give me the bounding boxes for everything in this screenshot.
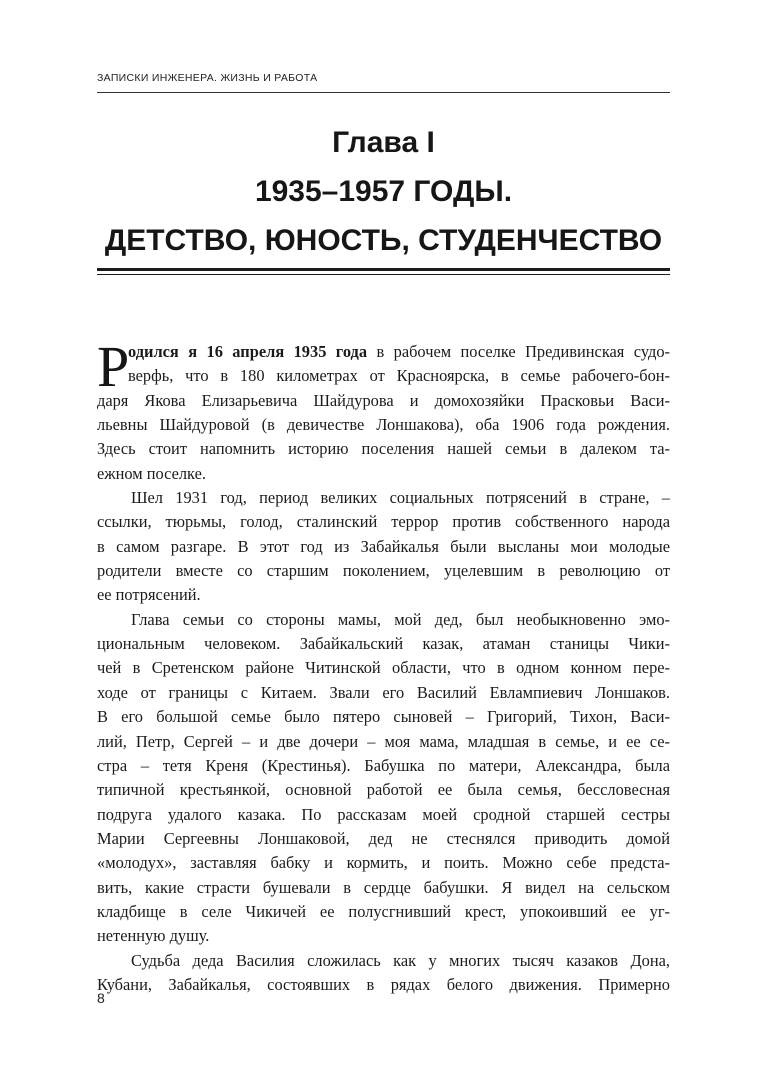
paragraph-line: подруга удалого казака. По рассказам моей сродной старшей сестры bbox=[97, 804, 670, 824]
paragraph-line bbox=[97, 340, 670, 364]
paragraph-line: Глава семьи со стороны мамы, мой дед, был необыкновенно эмо- bbox=[131, 609, 670, 629]
title-rule-thick bbox=[97, 268, 670, 271]
chapter-heading bbox=[97, 118, 670, 265]
paragraph-line: Кубани, Забайкалья, состоявших в рядах белого движения. Примерно bbox=[97, 974, 670, 994]
header-rule bbox=[97, 92, 670, 93]
paragraph-2 bbox=[97, 486, 670, 608]
title-rule-thin bbox=[97, 274, 670, 275]
paragraph-line: в самом разгаре. В этот год из Забайкалья были высланы мои молодые bbox=[97, 536, 670, 556]
line-rest: в рабочем поселке Предивинская судо- bbox=[367, 342, 670, 361]
paragraph-line: циональным человеком. Забайкальский казак, атаман станицы Чики- bbox=[97, 634, 670, 654]
paragraph-line: В его большой семье было пятеро сыновей – Григорий, Тихон, Васи- bbox=[97, 707, 670, 727]
page-number: 8 bbox=[97, 990, 105, 1006]
paragraph-4 bbox=[97, 949, 670, 998]
paragraph-line: ссылки, тюрьмы, голод, сталинский террор против собственного народа bbox=[97, 512, 670, 532]
paragraph-line: нетенную душу. bbox=[97, 926, 210, 946]
bold-lead: одился я 16 апреля 1935 года bbox=[128, 342, 368, 361]
paragraph-1 bbox=[97, 334, 670, 486]
paragraph-line: ее потрясений. bbox=[97, 585, 201, 605]
paragraph-line: типичной крестьянкой, основной работой ее была семья, бессловесная bbox=[97, 780, 670, 800]
paragraph-line: чей в Сретенском районе Читинской области, что в одном конном пере- bbox=[97, 658, 670, 678]
paragraph-line: ходе от границы с Китаем. Звали его Василий Евлампиевич Лоншаков. bbox=[97, 682, 670, 702]
paragraph-line: Судьба деда Василия сложилась как у многих тысяч казаков Дона, bbox=[131, 950, 670, 970]
body-text bbox=[97, 334, 670, 997]
running-header: ЗАПИСКИ ИНЖЕНЕРА. ЖИЗНЬ И РАБОТА bbox=[97, 72, 318, 84]
paragraph-line: Шел 1931 год, период великих социальных потрясений в стране, – bbox=[131, 488, 670, 508]
paragraph-line: кладбище в селе Чикичей ее полусгнивший крест, упокоивший ее уг- bbox=[97, 901, 670, 921]
paragraph-line: Марии Сергеевны Лоншаковой, дед не стеснялся приводить домой bbox=[97, 828, 670, 848]
paragraph-3 bbox=[97, 608, 670, 949]
paragraph-line: льевны Шайдуровой (в девичестве Лоншакова), оба 1906 года рождения. bbox=[97, 415, 670, 435]
paragraph-line: вить, какие страсти бушевали в сердце бабушки. Я видел на сельском bbox=[97, 877, 670, 897]
drop-cap: Р bbox=[97, 334, 130, 399]
paragraph-line: даря Якова Елизарьевича Шайдурова и домохозяйки Прасковьи Васи- bbox=[97, 390, 670, 410]
chapter-title: ДЕТСТВО, ЮНОСТЬ, СТУДЕНЧЕСТВО bbox=[104, 224, 663, 257]
chapter-number: Глава I bbox=[332, 126, 435, 159]
paragraph-line: родители вместе со старшим поколением, уцелевшим в революцию от bbox=[97, 561, 670, 581]
chapter-years: 1935–1957 ГОДЫ. bbox=[254, 175, 513, 208]
paragraph-line: стра – тетя Креня (Крестинья). Бабушка по матери, Александра, была bbox=[97, 755, 670, 775]
paragraph-line: Здесь стоит напомнить историю поселения нашей семьи в далеком та- bbox=[97, 439, 670, 459]
paragraph-line: «молодух», заставляя бабку и кормить, и поить. Можно себе предста- bbox=[97, 853, 670, 873]
paragraph-line: верфь, что в 180 километрах от Красноярска, в семье рабочего-бон- bbox=[128, 366, 670, 386]
paragraph-line: лий, Петр, Сергей – и две дочери – моя мама, младшая в семье, и ее се- bbox=[97, 731, 670, 751]
paragraph-line: ежном поселке. bbox=[97, 463, 206, 483]
